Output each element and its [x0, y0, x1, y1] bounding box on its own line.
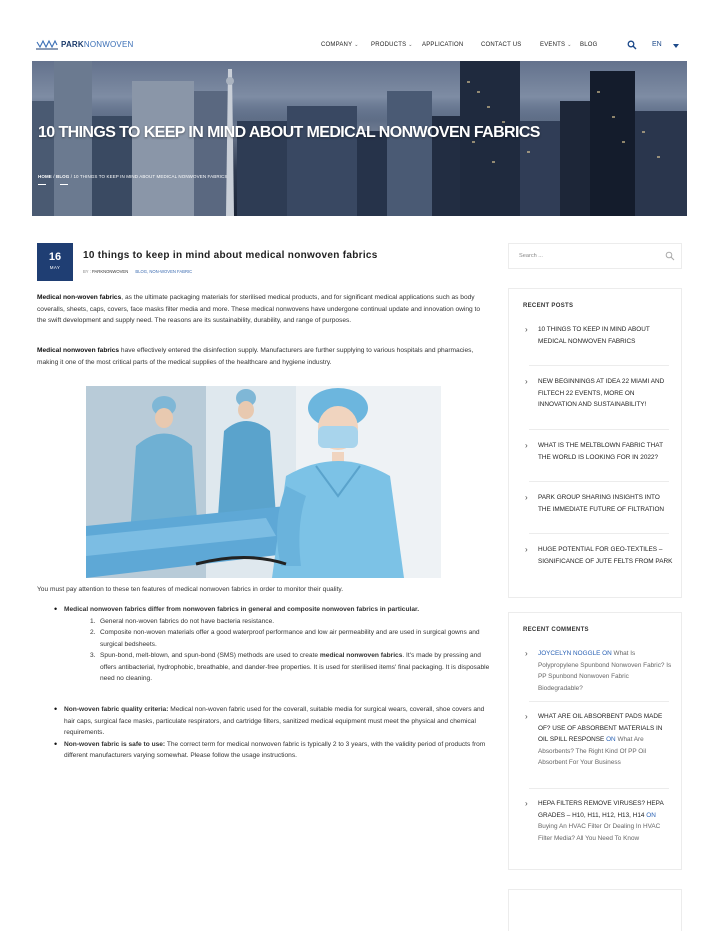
breadcrumb-current: 10 THINGS TO KEEP IN MIND ABOUT MEDICAL NONWOVEN FABRICS	[73, 174, 228, 179]
list-item	[90, 616, 490, 628]
comment-author[interactable]: HEPA FILTERS REMOVE VIRUSES? HEPA GRADES – H10, H11, H12, H13, H14	[538, 800, 664, 819]
logo-text-bold: PARK	[61, 39, 84, 49]
chevron-right-icon: ›	[525, 712, 528, 721]
list-item	[54, 704, 490, 739]
chevron-down-icon: ⌄	[354, 42, 359, 48]
widget-title: RECENT POSTS	[523, 303, 574, 309]
divider	[529, 481, 669, 482]
language-selector[interactable]: EN	[652, 41, 662, 48]
comment-on: ON	[644, 811, 656, 819]
divider	[529, 533, 669, 534]
recent-post-link[interactable]	[523, 492, 673, 515]
nav-products-label: PRODUCTS	[371, 42, 407, 48]
logo-text-light: NONWOVEN	[83, 39, 134, 49]
features-list	[54, 604, 490, 685]
post-date-month: MAY	[49, 265, 61, 270]
nav-events-label: EVENTS	[540, 42, 566, 48]
comment-on: ON	[604, 736, 618, 743]
chevron-down-icon: ⌄	[408, 42, 413, 48]
sub-item-text: Spun-bond, melt-blown, and spun-bond (SMS) methods are used to create	[100, 652, 320, 659]
list-item	[90, 650, 490, 685]
page-title: 10 THINGS TO KEEP IN MIND ABOUT MEDICAL NONWOVEN FABRICS	[38, 124, 540, 141]
sub-item-bold: medical nonwoven fabrics	[319, 652, 403, 659]
bullet-2-bold: Non-woven fabric quality criteria:	[64, 706, 169, 713]
comment-author[interactable]: JOYCELYN NOGGLE	[538, 650, 601, 657]
chevron-right-icon: ›	[525, 649, 528, 658]
recent-post-title: NEW BEGINNINGS AT IDEA 22 MIAMI AND FILTECH 22 EVENTS, MORE ON INNOVATION AND SUSTAINABILITY!	[538, 378, 665, 408]
sub-item-text: . It's made by pressing and offers antibacterial, hydrophobic, breathable, and dander-free properties. It is used for sterilised items' final packaging. It is disposable need no cleaning.	[100, 652, 490, 682]
divider	[529, 365, 669, 366]
site-header	[0, 0, 720, 62]
nav-company-label: COMPANY	[321, 42, 353, 48]
recent-post-link[interactable]	[523, 544, 673, 567]
p1-text: , as the ultimate packaging materials for sterilised medical products, and for significant medical applications such as body coveralls, sheets, caps, covers, face masks filter media and more. These medical nonwovens have undergone continual update and innovation owing to the swift development and supply need. The reasons are its sustainability, durability, and range of purposes.	[37, 294, 481, 324]
breadcrumb-home[interactable]: HOME	[38, 174, 52, 179]
list-item	[54, 604, 490, 685]
widget-title: RECENT COMMENTS	[523, 627, 589, 633]
search-icon[interactable]	[665, 251, 675, 261]
divider	[529, 429, 669, 430]
chevron-right-icon: ›	[525, 325, 528, 334]
recent-post-title: 10 THINGS TO KEEP IN MIND ABOUT MEDICAL NONWOVEN FABRICS	[538, 326, 650, 345]
bullet-2-text: Medical non-woven fabric used for the coverall, suitable media for surgical wears, coverall, shoe covers and hair caps, surgical face masks, particulate respirators, and cartridge filters, sanitized medical equipment must meet the physical and chemical requirements.	[64, 706, 485, 736]
recent-post-link[interactable]	[523, 440, 673, 463]
nav-application[interactable]: APPLICATION	[422, 42, 464, 48]
sub-item-number: 1.	[90, 617, 96, 625]
sub-item-number: 3.	[90, 652, 96, 659]
chevron-right-icon: ›	[525, 545, 528, 554]
hero-banner	[32, 61, 687, 216]
bullet-3-bold: Non-woven fabric is safe to use:	[64, 740, 166, 748]
p2-bold: Medical nonwoven fabrics	[37, 347, 120, 354]
article-image	[86, 386, 441, 578]
caret-down-icon[interactable]	[673, 44, 679, 48]
recent-post-title: HUGE POTENTIAL FOR GEO-TEXTILES – SIGNIFICANCE OF JUTE FELTS FROM PARK	[538, 546, 673, 565]
image-caption: You must pay attention to these ten features of medical nonwoven fabrics in order to monitor their quality.	[37, 586, 344, 593]
recent-post-link[interactable]	[523, 324, 673, 347]
list-item	[90, 627, 490, 650]
hero-divider	[60, 184, 68, 185]
bullet-1-bold: Medical nonwoven fabrics differ from nonwoven fabrics in general and composite nonwoven fabrics in particular.	[64, 606, 420, 613]
sub-item-number: 2.	[90, 629, 96, 636]
article-paragraph-2	[37, 345, 489, 368]
nav-contact-us[interactable]: CONTACT US	[481, 42, 522, 48]
comment-author[interactable]: WHAT ARE OIL ABSORBENT PADS MADE OF? USE OF ABSORBENT MATERIALS IN OIL SPILL RESPONSE	[538, 713, 663, 743]
article-meta	[83, 269, 192, 274]
hero-divider	[38, 184, 46, 185]
article-author[interactable]: PARKNONWOVEN	[92, 269, 129, 274]
sub-item-text: Composite non-woven materials offer a good waterproof performance and low air permeability and are used in surgical gowns and surgical bedsheets.	[100, 629, 480, 648]
chevron-right-icon: ›	[525, 799, 528, 808]
recent-post-title: PARK GROUP SHARING INSIGHTS INTO THE IMMEDIATE FUTURE OF FILTRATION	[538, 494, 665, 513]
medical-staff-illustration	[86, 386, 441, 578]
divider	[529, 701, 669, 702]
chevron-right-icon: ›	[525, 377, 528, 386]
chevron-right-icon: ›	[525, 441, 528, 450]
article-by: BY :	[83, 269, 91, 274]
post-date-badge	[37, 243, 73, 281]
sidebar-search[interactable]	[508, 243, 682, 269]
article-paragraph-1	[37, 292, 489, 327]
recent-comments-widget	[508, 612, 682, 870]
chevron-right-icon: ›	[525, 493, 528, 502]
recent-comment	[523, 648, 673, 694]
divider	[529, 788, 669, 789]
sidebar-widget-partial	[508, 889, 682, 931]
recent-posts-widget	[508, 288, 682, 598]
breadcrumb: HOME / BLOG / 10 THINGS TO KEEP IN MIND ABOUT MEDICAL NONWOVEN FABRICS	[38, 174, 228, 179]
breadcrumb-blog[interactable]: BLOG	[55, 174, 70, 179]
nav-events[interactable]	[540, 42, 572, 48]
nav-blog[interactable]: BLOG	[580, 42, 598, 48]
comment-post-link[interactable]: What Is Polypropylene Spunbond Nonwoven Fabric? Is PP Spunbond Nonwoven Fabric Biodegradable?	[538, 650, 672, 692]
search-input[interactable]: Search ...	[519, 253, 543, 259]
recent-post-title: WHAT IS THE MELTBLOWN FABRIC THAT THE WORLD IS LOOKING FOR IN 2022?	[538, 442, 663, 461]
post-date-day: 16	[48, 251, 62, 263]
search-icon[interactable]	[627, 40, 637, 50]
comment-post-link[interactable]: What Are Absorbents? The Right Kind Of PP Oil Absorbent For Your Business	[538, 736, 647, 766]
nav-products[interactable]	[371, 42, 413, 48]
features-list-2	[54, 704, 490, 762]
nav-company[interactable]	[321, 42, 359, 48]
comment-post-link[interactable]: Buying An HVAC Filter Or Dealing In HVAC Filter Media? All You Need To Know	[538, 823, 661, 842]
p2-text: have effectively entered the disinfection supply. Manufacturers are further supplying to various hospitals and pharmacies, making it one of the most critical parts of the medical supplies of the healthcare and hygiene industry.	[37, 347, 474, 366]
sub-item-text: General non-woven fabrics do not have bacteria resistance.	[100, 617, 275, 625]
recent-comment	[523, 711, 673, 769]
article-categories[interactable]: BLOG, NON-WOVEN FABRIC	[135, 269, 193, 274]
bullet-3-text: The correct term for medical nonwoven fabric is typically 2 to 3 years, with the validity period of products from different manufacturers varying somewhat. Please follow the usage instructions.	[64, 740, 486, 759]
list-item	[54, 739, 490, 762]
recent-post-link[interactable]	[523, 376, 673, 411]
chevron-down-icon: ⌄	[567, 42, 572, 48]
p1-bold: Medical non-woven fabrics	[37, 294, 122, 301]
article-title: 10 things to keep in mind about medical nonwoven fabrics	[83, 250, 378, 261]
comment-on: ON	[600, 650, 614, 657]
sub-list	[90, 616, 490, 685]
recent-comment	[523, 798, 673, 844]
main-nav	[0, 39, 720, 54]
